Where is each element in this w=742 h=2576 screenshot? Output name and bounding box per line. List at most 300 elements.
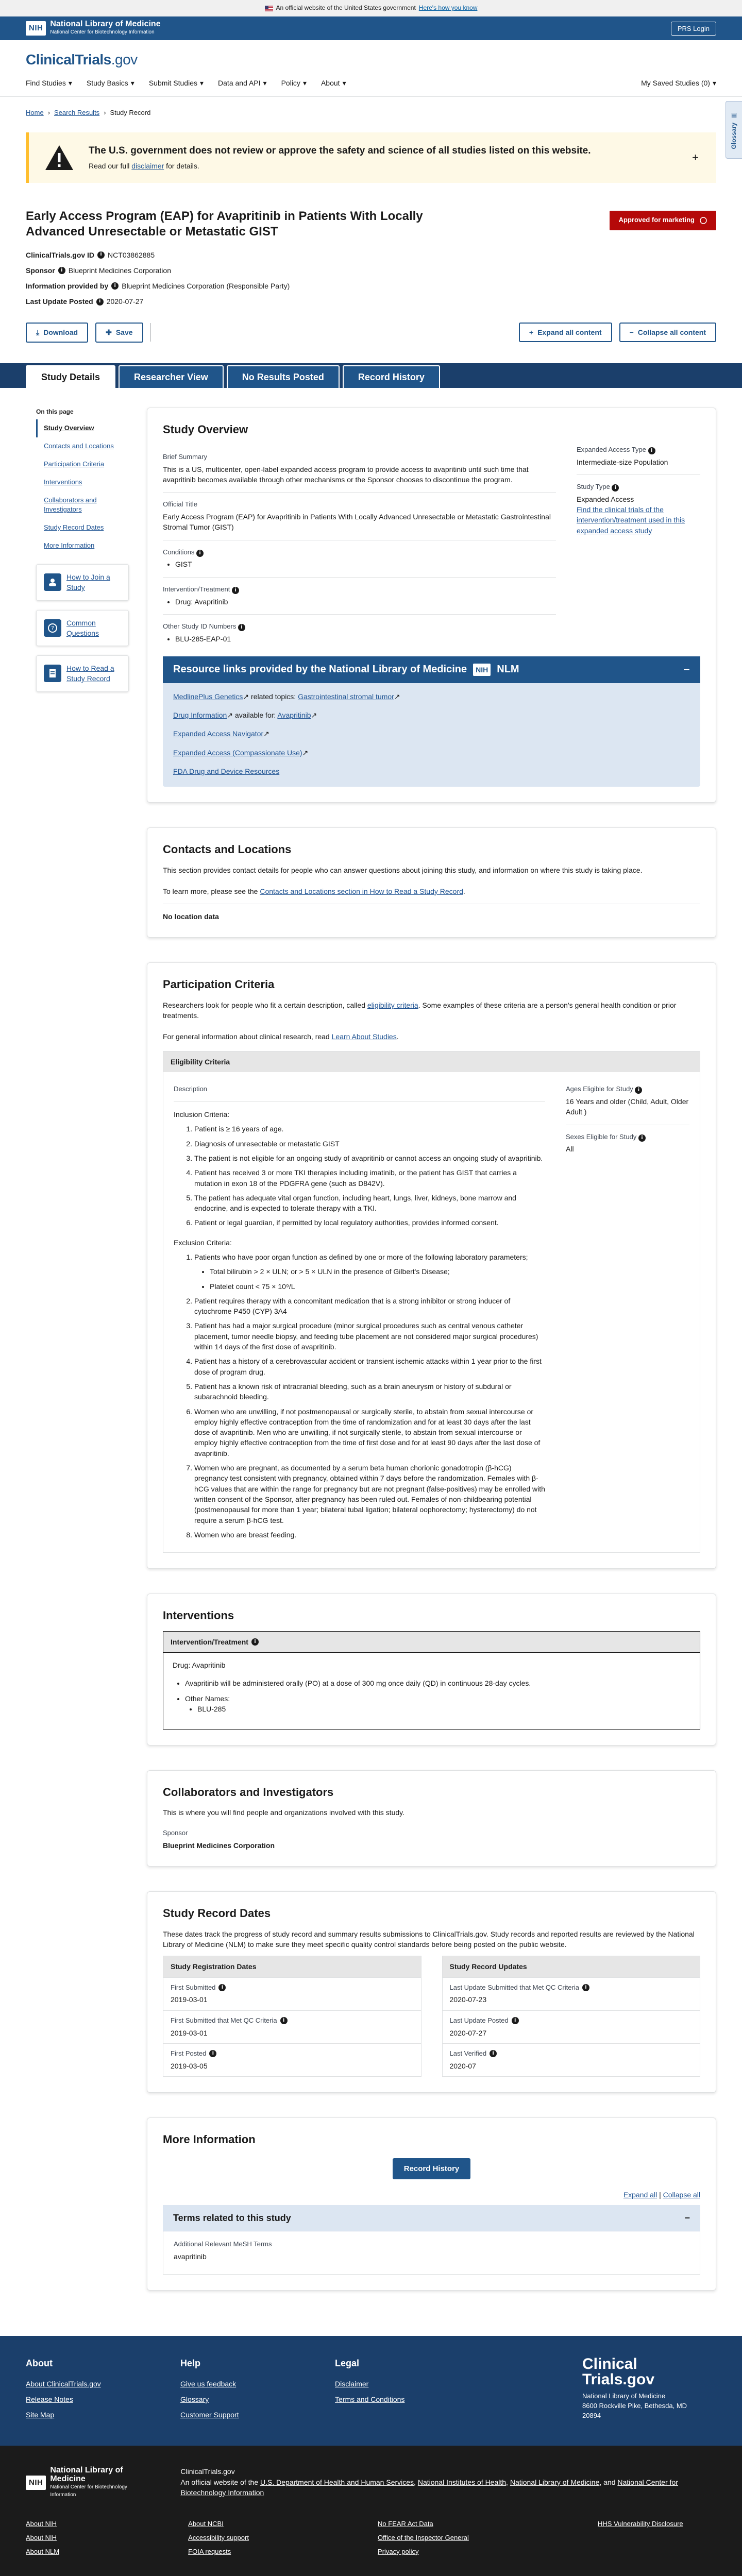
footer-link[interactable]: About NCBI <box>188 2520 224 2528</box>
footer-link[interactable]: No FEAR Act Data <box>378 2520 433 2528</box>
site-logo-suffix: .gov <box>111 52 138 67</box>
record-history-button[interactable]: Record History <box>393 2158 471 2179</box>
inclusion-list <box>174 1124 545 1228</box>
nlm-footer-logo[interactable] <box>26 2466 149 2499</box>
collapse-label: Collapse all content <box>637 328 706 337</box>
more-info-section: More Information Record History Expand all | Collapse all Terms related to this study − Additional Relevant MeSH Terms avapritinib <box>147 2117 716 2291</box>
study-id-label: ClinicalTrials.gov ID <box>26 250 95 259</box>
nlm-resources <box>163 656 700 787</box>
save-label: Save <box>115 328 133 337</box>
warning-icon <box>44 144 74 171</box>
breadcrumb <box>0 97 742 118</box>
intervention-box-label: Intervention/Treatment <box>171 1638 248 1647</box>
other-ids-label <box>163 622 556 632</box>
tab-record-history[interactable]: Record History <box>343 365 440 388</box>
footer-addr1: 8600 Rockville Pike, Bethesda, MD <box>582 2402 687 2410</box>
nav-policy[interactable] <box>281 78 307 88</box>
site-logo-main: ClinicalTrials <box>26 52 111 67</box>
collapse-all-button[interactable] <box>619 323 716 342</box>
save-button[interactable] <box>95 323 143 343</box>
footer-org: National Library of Medicine <box>582 2392 666 2400</box>
section-title: Study Overview <box>163 422 248 436</box>
official-title-label: Official Title <box>163 500 197 509</box>
footer-addr2: 20894 <box>582 2412 601 2420</box>
info-provided: Blueprint Medicines Corporation (Responsible Party) <box>122 282 290 291</box>
plus-icon: + <box>529 328 534 337</box>
study-meta <box>0 240 742 307</box>
info-icon[interactable]: i <box>638 1134 646 1142</box>
contacts-learn-link[interactable]: Contacts and Locations section in How to Read a Study Record <box>260 887 463 895</box>
record-tabs <box>0 363 742 388</box>
footer-link[interactable]: Customer Support <box>180 2411 239 2419</box>
footer-legal-heading: Legal <box>335 2358 360 2369</box>
info-icon[interactable]: i <box>251 1638 259 1646</box>
collapse-minus-icon[interactable]: − <box>683 663 690 676</box>
inclusion-label: Inclusion Criteria: <box>174 1110 230 1119</box>
nih-badge: NIH <box>26 21 46 36</box>
nav-find-studies[interactable] <box>26 78 72 88</box>
nav-label: Find Studies <box>26 78 66 87</box>
collab-sponsor-label: Sponsor <box>163 1828 188 1837</box>
nih-badge: NIH <box>473 664 491 676</box>
info-icon[interactable]: i <box>96 298 104 306</box>
list-item: 6. Patient or legal guardian, if permitted by local regulatory authorities, provides informed consent. <box>194 1217 545 1228</box>
ea-type-label-text: Expanded Access Type <box>577 445 646 453</box>
other-names-label: Other Names: <box>185 1694 230 1703</box>
footer-logo-line1: Clinical <box>582 2355 637 2373</box>
collaborators-section <box>147 1770 716 1867</box>
expand-all-button[interactable] <box>519 323 612 342</box>
breadcrumb-home[interactable]: Home <box>26 108 44 116</box>
chevron-right-icon: › <box>104 108 106 116</box>
glossary-label: Glossary <box>730 123 737 149</box>
breadcrumb-search-results[interactable]: Search Results <box>54 108 100 116</box>
fda-resources-link[interactable]: FDA Drug and Device Resources <box>173 767 280 776</box>
list-item: • Platelet count < 75 × 10⁹/L <box>210 1281 545 1292</box>
last-update: 2020-07-27 <box>106 297 144 306</box>
site-footer <box>0 2336 742 2446</box>
footer-link[interactable]: Site Map <box>26 2411 55 2419</box>
external-link-icon: ↗ <box>243 692 249 701</box>
list-item: 1. Patient is ≥ 16 years of age. <box>194 1124 545 1134</box>
info-icon[interactable]: i <box>648 447 655 454</box>
info-icon[interactable]: i <box>218 1984 226 1991</box>
ea-navigator-link[interactable]: Expanded Access Navigator <box>173 730 264 738</box>
footer-link[interactable]: Terms and Conditions <box>335 2395 405 2403</box>
info-icon[interactable]: i <box>111 282 119 290</box>
participation-section <box>147 962 716 1569</box>
footer-logo-line2: Trials.gov <box>582 2371 655 2388</box>
contacts-body: This section provides contact details for people who can answer questions about joining this study, and information on where this study is taking place. <box>163 866 643 875</box>
terms-title: Terms related to this study <box>173 2213 291 2224</box>
download-icon: ⤓ <box>36 328 40 336</box>
external-link-icon: ↗ <box>263 730 269 738</box>
section-title: Contacts and Locations <box>163 843 292 856</box>
list-item: 3. The patient is not eligible for an ongoing study of avapritinib or cannot access an ongoing study of avapritinib. <box>194 1153 545 1163</box>
mesh-terms: avapritinib <box>174 2252 207 2261</box>
list-item: 3. Patient has had a major surgical procedure (minor surgical procedures such as central venous catheter placement, tumor needle biopsy, and feeding tube placement are not considered major surgical procedures) within 14 days of the first dose of avapritinib. <box>194 1320 545 1352</box>
status-label: Approved for marketing <box>618 216 695 224</box>
footer-link[interactable]: FOIA requests <box>188 2547 231 2555</box>
prs-login-button[interactable]: PRS Login <box>671 22 716 36</box>
collab-sponsor: Blueprint Medicines Corporation <box>163 1841 275 1850</box>
eligibility-title: Eligibility Criteria <box>163 1052 700 1072</box>
svg-text:?: ? <box>51 624 54 632</box>
help-card-questions[interactable] <box>36 610 129 647</box>
expand-all-link[interactable]: Expand all <box>623 2190 657 2199</box>
date-value: 2020-07-27 <box>449 2028 487 2037</box>
info-icon[interactable]: i <box>97 251 105 259</box>
intervention-detail: • Avapritinib will be administered orally (PO) at a dose of 300 mg once daily (QD) in continuous 28-day cycles. <box>185 1678 690 1688</box>
section-title: Collaborators and Investigators <box>163 1785 334 1799</box>
sidebar-item-collaborators[interactable]: Collaborators and Investigators <box>44 496 97 514</box>
nav-label: About <box>321 78 340 87</box>
chevron-down-icon: ▾ <box>263 78 267 87</box>
list-item: 5. The patient has adequate vital organ function, including heart, lungs, liver, kidneys, bone marrow and endocrine, and is expected to tolerate therapy with a TKI. <box>194 1193 545 1214</box>
sidebar-item-interventions[interactable]: Interventions <box>44 478 82 486</box>
glossary-tab[interactable] <box>726 101 742 159</box>
nlm-r1-mid: related topics: <box>249 692 298 701</box>
exclusion-label: Exclusion Criteria: <box>174 1238 232 1247</box>
nlm-r2-mid: available for: <box>233 711 278 720</box>
chevron-down-icon: ▾ <box>342 78 346 87</box>
nlm-footer <box>0 2446 742 2576</box>
external-link-icon: ↗ <box>311 711 317 720</box>
chevron-down-icon: ▾ <box>712 78 716 87</box>
footer-link[interactable]: Privacy policy <box>378 2547 419 2555</box>
nlm-resource-row <box>163 683 700 702</box>
gov-banner <box>0 0 742 16</box>
registration-title: Study Registration Dates <box>163 1956 421 1977</box>
footer-link[interactable]: HHS Vulnerability Disclosure <box>597 2520 683 2528</box>
date-row <box>163 1977 421 2010</box>
date-row <box>163 2010 421 2043</box>
chevron-down-icon: ▾ <box>130 78 134 87</box>
date-value: 2019-03-01 <box>171 1995 208 2004</box>
date-row <box>443 2010 700 2043</box>
sponsor-label: Sponsor <box>26 266 55 275</box>
section-title: More Information <box>163 2133 256 2146</box>
participation-general <box>163 1031 700 1042</box>
divider <box>150 323 151 342</box>
study-type: Expanded Access <box>577 495 634 503</box>
sexes-label-text: Sexes Eligible for Study <box>566 1132 637 1141</box>
info-icon[interactable]: i <box>612 484 619 492</box>
nlm-footer-title: National Library of Medicine <box>50 2466 123 2484</box>
info-icon[interactable]: i <box>635 1087 642 1094</box>
sidebar-item-dates[interactable]: Study Record Dates <box>44 523 104 532</box>
section-title: Study Record Dates <box>163 1906 271 1920</box>
document-icon <box>44 665 61 682</box>
nav-label: Data and API <box>218 78 261 87</box>
chevron-down-icon: ▾ <box>68 78 72 87</box>
study-overview-section <box>147 408 716 803</box>
chevron-down-icon: ▾ <box>200 78 204 87</box>
footer-link[interactable]: Release Notes <box>26 2395 73 2403</box>
section-title: Interventions <box>163 1609 234 1622</box>
avapritinib-link[interactable]: Avapritinib <box>277 711 311 720</box>
find-trials-link[interactable]: Find the clinical trials of the intervention/treatment used in this expanded access study <box>577 505 685 535</box>
help-card-read[interactable] <box>36 655 129 692</box>
date-row <box>163 2043 421 2076</box>
ea-type-label <box>577 445 700 455</box>
participation-body-post: . Some examples of these criteria are a person's general health condition or prior treatments. <box>163 1001 677 1020</box>
disclaimer-link[interactable]: disclaimer <box>131 162 164 171</box>
date-key: Last Update Posted <box>449 2016 509 2024</box>
expand-label: Expand all content <box>537 328 602 337</box>
info-icon[interactable]: i <box>238 624 245 631</box>
info-icon[interactable] <box>700 215 707 225</box>
nav-label: Study Basics <box>86 78 128 87</box>
study-id-row <box>26 250 716 260</box>
sidebar-item-more[interactable]: More Information <box>44 541 95 550</box>
intervention-label <box>163 585 556 595</box>
nav-about[interactable] <box>321 78 346 88</box>
sexes-label <box>566 1132 689 1142</box>
sidebar-item-overview[interactable]: Study Overview <box>36 419 129 437</box>
footer-link[interactable]: About NIH <box>26 2520 57 2528</box>
study-type-label-text: Study Type <box>577 482 610 490</box>
nlm-resource-row <box>163 720 700 739</box>
hhs-link[interactable]: U.S. Department of Health and Human Services <box>260 2478 414 2486</box>
sidebar-item-contacts[interactable]: Contacts and Locations <box>44 442 114 450</box>
nlm-resource-row <box>163 758 700 776</box>
site-logo[interactable] <box>26 49 716 71</box>
collab-body: This is where you will find people and organizations involved with this study. <box>163 1808 404 1817</box>
terms-header[interactable] <box>163 2205 700 2231</box>
breadcrumb-current: Study Record <box>110 108 151 116</box>
section-title: Participation Criteria <box>163 978 275 991</box>
nih-bar <box>0 16 742 40</box>
info-icon[interactable]: i <box>512 2017 519 2024</box>
other-names <box>185 1693 690 1715</box>
date-key: First Submitted <box>171 1983 216 1991</box>
date-value: 2020-07-23 <box>449 1995 487 2004</box>
intervention-drug: Drug: Avapritinib <box>173 1661 226 1670</box>
people-icon <box>44 573 61 591</box>
date-row <box>443 1977 700 2010</box>
list-item: 4. Patient has received 3 or more TKI therapies including imatinib, or the patient has GIST that carries a mutation in exon 18 of the PDGFRA gene (such as D842V). <box>194 1167 545 1189</box>
disclaimer-alert <box>26 132 716 183</box>
last-update-label: Last Update Posted <box>26 297 93 306</box>
book-icon: ▤ <box>731 111 737 118</box>
footer2-official: An official website of the U.S. Department of Health and Human Services, National Institutes of Health, National Library of Medicine, and National Center for Biotechnology Information <box>180 2478 678 2497</box>
help-card-link[interactable]: How to Join a Study <box>66 572 110 592</box>
main-content <box>147 408 716 2316</box>
brief-summary-label: Brief Summary <box>163 452 207 461</box>
info-icon[interactable]: i <box>582 1984 589 1991</box>
main-nav <box>0 71 742 97</box>
nih-subtitle: National Center for Biotechnology Information <box>50 29 155 36</box>
no-location-data: No location data <box>163 912 219 921</box>
external-link-icon: ↗ <box>227 711 233 720</box>
participation-body-pre: Researchers look for people who fit a certain description, called <box>163 1001 367 1009</box>
nlm-badge-text: NLM <box>497 664 519 675</box>
gov-banner-text: An official website of the United States government <box>276 4 416 12</box>
mesh-label: Additional Relevant MeSH Terms <box>174 2240 272 2248</box>
info-icon[interactable]: i <box>232 587 239 594</box>
intervention-item: • Drug: Avapritinib <box>175 597 556 607</box>
nlm-resource-row <box>163 739 700 758</box>
other-name-item: • BLU-285 <box>197 1704 690 1714</box>
footer-about-heading: About <box>26 2358 53 2369</box>
participation-body <box>163 1000 700 1021</box>
info-icon[interactable]: i <box>58 267 65 274</box>
status-badge <box>610 211 716 230</box>
tab-researcher-view[interactable]: Researcher View <box>119 365 224 388</box>
info-provided-label: Information provided by <box>26 282 109 291</box>
help-card-link[interactable]: How to Read a Study Record <box>66 664 114 683</box>
nlm-title: Resource links provided by the National Library of Medicine <box>173 664 467 675</box>
us-flag-icon <box>265 4 273 12</box>
nih-title: National Library of Medicine <box>50 20 161 29</box>
official-title: Early Access Program (EAP) for Avapritinib in Patients With Locally Advanced Unresectable or Metastatic Gastrointestinal Stromal Tumor (GIST) <box>163 512 551 532</box>
expand-plus-icon[interactable]: + <box>692 150 699 164</box>
footer-logo[interactable] <box>582 2357 716 2425</box>
info-icon[interactable]: i <box>490 2050 497 2057</box>
info-icon[interactable]: i <box>280 2017 288 2024</box>
footer-link[interactable]: Glossary <box>180 2395 209 2403</box>
interventions-section <box>147 1594 716 1745</box>
footer-link[interactable]: About NIH <box>26 2533 57 2541</box>
save-icon: ✚ <box>106 328 112 336</box>
tab-study-details[interactable]: Study Details <box>26 365 115 388</box>
info-icon[interactable]: i <box>196 550 204 557</box>
ages-value: 16 Years and older (Child, Adult, Older Adult ) <box>566 1097 689 1116</box>
info-provided-row <box>26 281 716 291</box>
my-saved-studies[interactable] <box>641 78 716 88</box>
dates-body: These dates track the progress of study record and summary results submissions to ClinicalTrials.gov. Study records and reported results are reviewed by the National Library of Medicine (NLM) to make sure they meet specific quality control standards before being posted on the public website. <box>163 1929 695 1949</box>
list-item: 8. Women who are breast feeding. <box>194 1530 545 1540</box>
footer-link[interactable]: Office of the Inspector General <box>378 2533 469 2541</box>
drug-info-link[interactable]: Drug Information <box>173 711 227 720</box>
date-value: 2019-03-05 <box>171 2061 208 2070</box>
list-item: • Total bilirubin > 2 × ULN; or > 5 × ULN in the presence of Gilbert's Disease; <box>210 1266 545 1277</box>
condition-item: • GIST <box>175 559 556 569</box>
footer-link[interactable]: Disclaimer <box>335 2379 369 2388</box>
list-item: 7. Women who are pregnant, as documented by a serum beta human chorionic gonadotropin (β-hCG) pregnancy test consistent with pregnancy, obtained within 7 days before the randomization. Females with β-hCG values that are within the range for pregnancy but are not pregnant (false-positives) may be enrolled with written consent of the Sponsor, after pregnancy has been ruled out. Females of non-childbearing potential (postmenopausal for more than 1 year; bilateral tubal ligation; bilateral oophorectomy; hysterectomy) do not require a serum β-hCG test. <box>194 1463 545 1526</box>
conditions-label-text: Conditions <box>163 548 195 556</box>
footer2-and: , and <box>599 2478 618 2486</box>
download-button[interactable] <box>26 323 88 343</box>
footer-link[interactable]: About NLM <box>26 2547 60 2555</box>
question-icon <box>44 619 61 637</box>
study-type-label <box>577 482 700 492</box>
contacts-learn-post: . <box>463 887 465 895</box>
date-key: First Submitted that Met QC Criteria <box>171 2016 277 2024</box>
contacts-learn <box>163 886 700 896</box>
intervention-label-text: Intervention/Treatment <box>163 585 230 593</box>
dates-section <box>147 1891 716 2093</box>
sidebar <box>26 408 129 692</box>
chevron-right-icon: › <box>47 108 50 116</box>
exclusion-list <box>174 1252 545 1540</box>
date-value: 2020-07 <box>449 2061 476 2070</box>
brief-summary: This is a US, multicenter, open-label expanded access program to provide access to avapritinib until such time that avapritinib becomes available through other mechanisms or the Sponsor chooses to discontinue the program. <box>163 465 529 484</box>
ncbi-link[interactable]: National Center for Biotechnology Information <box>180 2478 678 2497</box>
chevron-down-icon: ▾ <box>302 78 307 87</box>
footer-help-heading: Help <box>180 2358 201 2369</box>
record-updates <box>442 1956 701 2077</box>
eligibility-box <box>163 1051 700 1553</box>
terms-accordion <box>163 2205 700 2275</box>
nlm-link[interactable]: National Library of Medicine <box>510 2478 600 2486</box>
list-item: 2. Patient requires therapy with a concomitant medication that is a strong inhibitor or strong inducer of cytochrome P450 (CYP) 3A4 <box>194 1296 545 1317</box>
nih-link[interactable]: National Institutes of Health <box>417 2478 507 2486</box>
footer-link[interactable]: About ClinicalTrials.gov <box>26 2379 101 2388</box>
compassionate-use-link[interactable]: Expanded Access (Compassionate Use) <box>173 748 302 757</box>
participation-general-pre: For general information about clinical research, read <box>163 1032 332 1041</box>
info-icon[interactable]: i <box>209 2050 216 2057</box>
help-card-link[interactable]: Common Questions <box>66 618 99 637</box>
updates-title: Study Record Updates <box>443 1956 700 1977</box>
footer2-site: ClinicalTrials.gov <box>180 2467 235 2476</box>
ea-type: Intermediate-size Population <box>577 457 668 466</box>
footer-link[interactable]: Accessibility support <box>188 2533 249 2541</box>
date-key: Last Verified <box>449 2049 487 2057</box>
sponsor-row <box>26 265 716 276</box>
footer-link[interactable]: Give us feedback <box>180 2379 237 2388</box>
nav-study-basics[interactable] <box>87 78 134 88</box>
download-label: Download <box>43 328 78 337</box>
alert-body <box>89 161 591 171</box>
date-value: 2019-03-01 <box>171 2028 208 2037</box>
collapse-all-link[interactable]: Collapse all <box>663 2190 700 2199</box>
learn-about-studies-link[interactable]: Learn About Studies <box>331 1032 397 1041</box>
saved-label: My Saved Studies (0) <box>641 78 710 87</box>
minus-icon: − <box>629 328 634 337</box>
gist-topic-link[interactable]: Gastrointestinal stromal tumor <box>298 692 394 701</box>
registration-dates <box>163 1956 421 2077</box>
eligibility-link[interactable]: eligibility criteria <box>367 1001 418 1009</box>
tab-no-results[interactable]: No Results Posted <box>227 365 340 388</box>
nlm-footer-subtitle: National Center for Biotechnology Information <box>50 2484 127 2498</box>
gov-banner-link[interactable]: Here's how you know <box>418 4 478 12</box>
other-ids-label-text: Other Study ID Numbers <box>163 622 237 630</box>
conditions-label <box>163 548 556 557</box>
contacts-learn-pre: To learn more, please see the <box>163 887 260 895</box>
list-item: 2. Diagnosis of unresectable or metastatic GIST <box>194 1139 545 1149</box>
intervention-box <box>163 1631 700 1729</box>
description-label: Description <box>174 1085 208 1093</box>
help-card-join[interactable] <box>36 564 129 601</box>
alert-title: The U.S. government does not review or approve the safety and science of all studies listed on this website. <box>89 145 591 156</box>
date-key: Last Update Submitted that Met QC Criteria <box>449 1983 579 1991</box>
date-key: First Posted <box>171 2049 207 2057</box>
date-row <box>443 2043 700 2076</box>
contacts-section <box>147 827 716 938</box>
list-item: 6. Women who are unwilling, if not postmenopausal or surgically sterile, to abstain from sexual intercourse or employ highly effective contraception from the time of randomization and for at least 30 days after the last dose of avapritinib. Men who are unwilling, if not surgically sterile, to abstain from sexual intercourse or employ highly effective contraception from the time of first dose and for at least 90 days after the last dose of avapritinib. <box>194 1406 545 1459</box>
other-id-item: • BLU-285-EAP-01 <box>175 634 556 644</box>
medlineplus-link[interactable]: MedlinePlus Genetics <box>173 692 243 701</box>
collapse-minus-icon: − <box>684 2213 690 2224</box>
sidebar-item-participation[interactable]: Participation Criteria <box>44 460 105 468</box>
nav-data-api[interactable] <box>218 78 267 88</box>
participation-general-post: . <box>396 1032 399 1041</box>
list-item: 5. Patient has a known risk of intracranial bleeding, such as a brain aneurysm or history of subdural or subarachnoid bleeding. <box>194 1381 545 1402</box>
nav-label: Policy <box>281 78 300 87</box>
nav-submit-studies[interactable] <box>149 78 204 88</box>
ages-label <box>566 1084 689 1094</box>
exclusion-1-text: Patients who have poor organ function as defined by one or more of the following laboratory parameters; <box>194 1253 528 1261</box>
external-link-icon: ↗ <box>394 692 400 701</box>
last-update-row <box>26 296 716 307</box>
footer2-official-pre: An official website of the <box>180 2478 261 2486</box>
sponsor-name: Blueprint Medicines Corporation <box>68 266 171 275</box>
study-title: Early Access Program (EAP) for Avapritinib in Patients With Locally Advanced Unresectable or Metastatic GIST <box>26 209 423 239</box>
study-id: NCT03862885 <box>108 250 155 259</box>
nih-logo[interactable] <box>26 20 161 36</box>
